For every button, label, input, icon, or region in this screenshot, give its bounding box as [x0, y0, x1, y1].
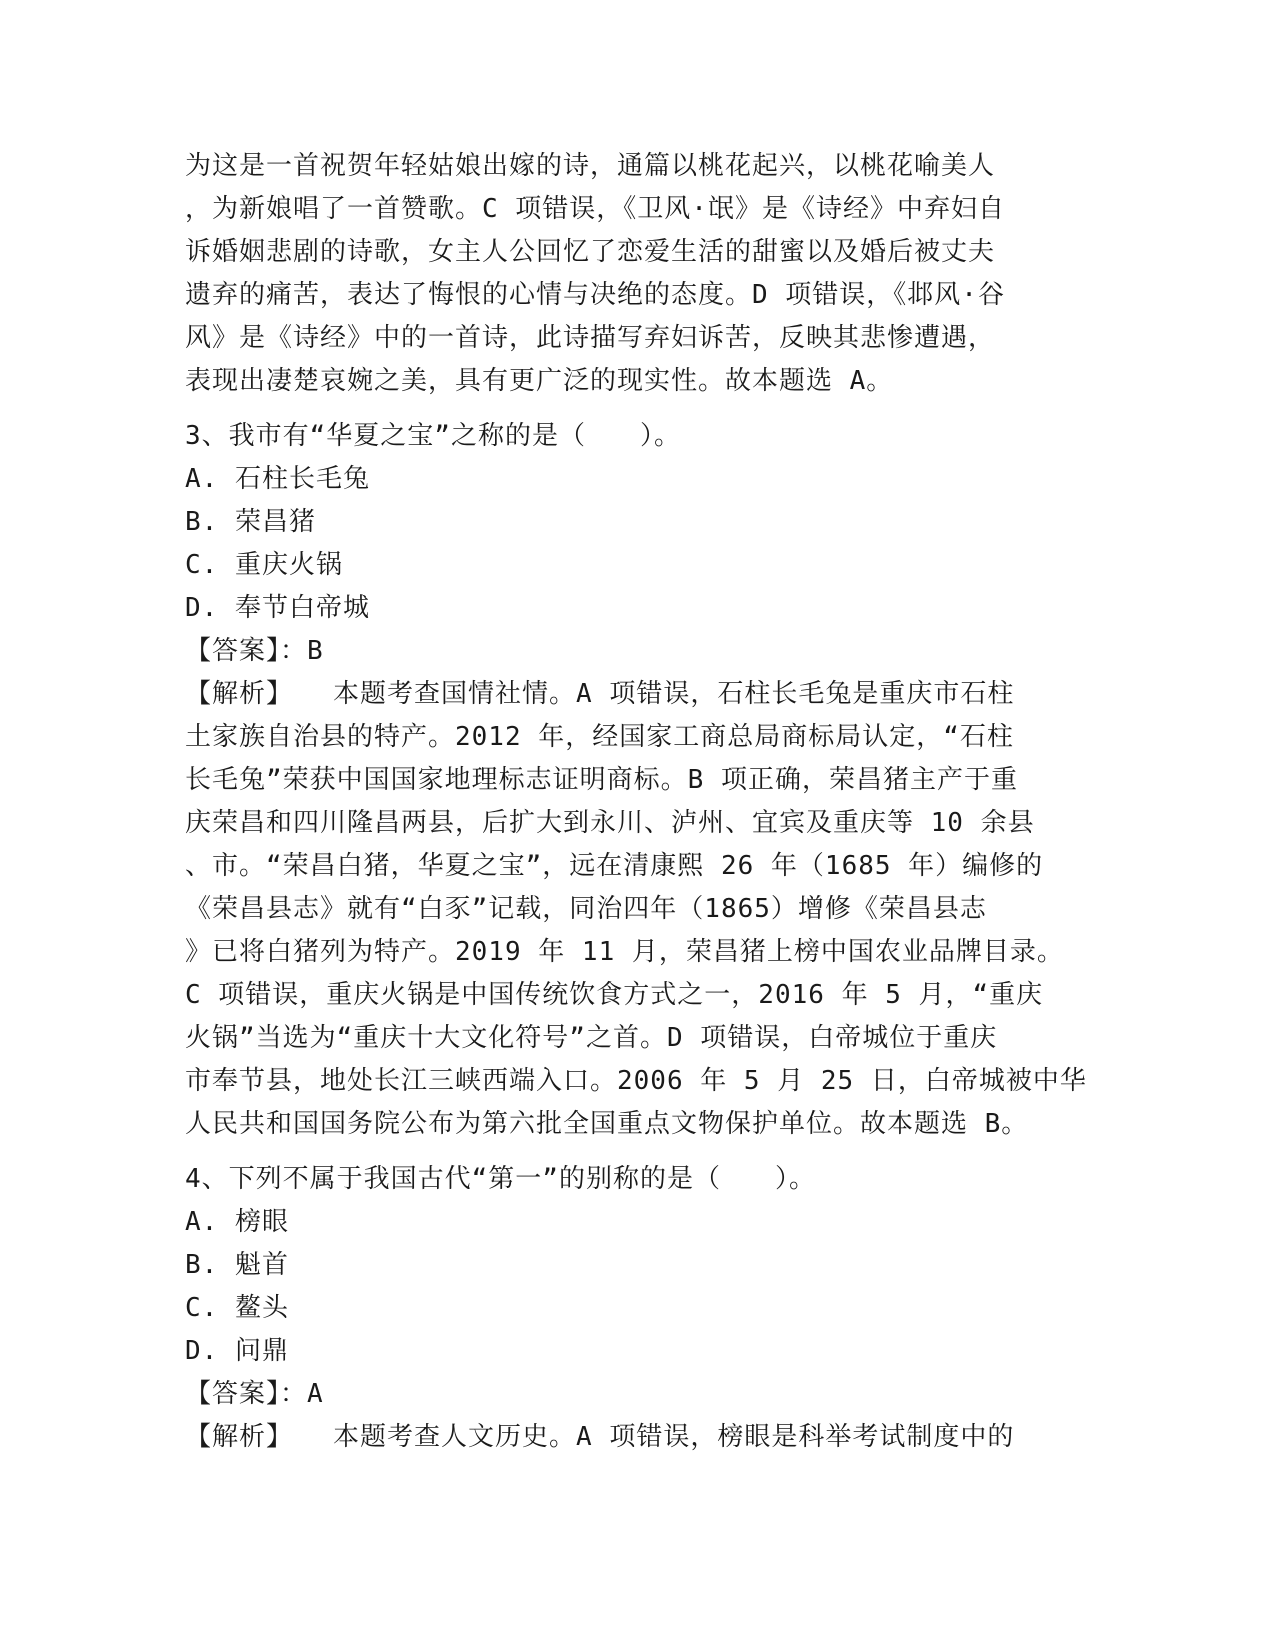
option-b: B. 荣昌猪	[185, 507, 316, 537]
text-line: 长毛兔”荣获中国国家地理标志证明商标。B 项正确，荣昌猪主产于重	[185, 765, 1018, 795]
document-page	[185, 145, 1085, 1459]
explanation-line	[185, 673, 1085, 716]
text-line: 遗弃的痛苦，表达了悔恨的心情与决绝的态度。D 项错误，《邶风·谷	[185, 280, 1005, 310]
option-c: C. 重庆火锅	[185, 550, 343, 580]
explanation-label: 【解析】	[185, 679, 294, 709]
text-line: 、市。“荣昌白猪，华夏之宝”，远在清康熙 26 年（1685 年）编修的	[185, 851, 1044, 881]
option-d: D. 奉节白帝城	[185, 593, 370, 623]
answer-label: 【答案】：	[185, 1379, 308, 1409]
question-4	[185, 1158, 1085, 1459]
explanation-label: 【解析】	[185, 1422, 294, 1452]
option-b: B. 魁首	[185, 1250, 289, 1280]
text-line: 市奉节县，地处长江三峡西端入口。2006 年 5 月 25 日，白帝城被中华	[185, 1066, 1087, 1096]
option-a: A. 榜眼	[185, 1207, 289, 1237]
text-line: 土家族自治县的特产。2012 年，经国家工商总局商标局认定，“石柱	[185, 722, 1014, 752]
question-text: 3、我市有“华夏之宝”之称的是（ ）。	[185, 421, 681, 451]
question-3	[185, 415, 1085, 1146]
answer-value: A	[307, 1379, 324, 1409]
text-line: 诉婚姻悲剧的诗歌，女主人公回忆了恋爱生活的甜蜜以及婚后被丈夫	[185, 237, 996, 267]
text-line: C 项错误，重庆火锅是中国传统饮食方式之一，2016 年 5 月，“重庆	[185, 980, 1044, 1010]
previous-explanation	[185, 145, 1085, 403]
text-line: 本题考查人文历史。A 项错误，榜眼是科举考试制度中的	[333, 1422, 1015, 1452]
question-text: 4、下列不属于我国古代“第一”的别称的是（ ）。	[185, 1164, 816, 1194]
answer-line	[185, 1373, 1085, 1416]
answer-value: B	[307, 636, 324, 666]
option-d: D. 问鼎	[185, 1336, 289, 1366]
text-line: 庆荣昌和四川隆昌两县，后扩大到永川、泸州、宜宾及重庆等 10 余县	[185, 808, 1035, 838]
text-line: 人民共和国国务院公布为第六批全国重点文物保护单位。故本题选 B。	[185, 1109, 1029, 1139]
answer-label: 【答案】：	[185, 636, 308, 666]
text-line: 为这是一首祝贺年轻姑娘出嫁的诗，通篇以桃花起兴，以桃花喻美人	[185, 151, 996, 181]
text-line: 本题考查国情社情。A 项错误，石柱长毛兔是重庆市石柱	[333, 679, 1015, 709]
explanation-line	[185, 1416, 1085, 1459]
text-line: ，为新娘唱了一首赞歌。C 项错误，《卫风·氓》是《诗经》中弃妇自	[185, 194, 1005, 224]
text-line: 火锅”当选为“重庆十大文化符号”之首。D 项错误，白帝城位于重庆	[185, 1023, 998, 1053]
text-line: 》已将白猪列为特产。2019 年 11 月，荣昌猪上榜中国农业品牌目录。	[185, 937, 1064, 967]
option-a: A. 石柱长毛兔	[185, 464, 370, 494]
option-c: C. 鳌头	[185, 1293, 289, 1323]
text-line: 表现出凄楚哀婉之美，具有更广泛的现实性。故本题选 A。	[185, 366, 894, 396]
text-line: 《荣昌县志》就有“白豕”记载，同治四年（1865）增修《荣昌县志	[185, 894, 987, 924]
text-line: 风》是《诗经》中的一首诗，此诗描写弃妇诉苦，反映其悲惨遭遇，	[185, 323, 996, 353]
answer-line	[185, 630, 1085, 673]
